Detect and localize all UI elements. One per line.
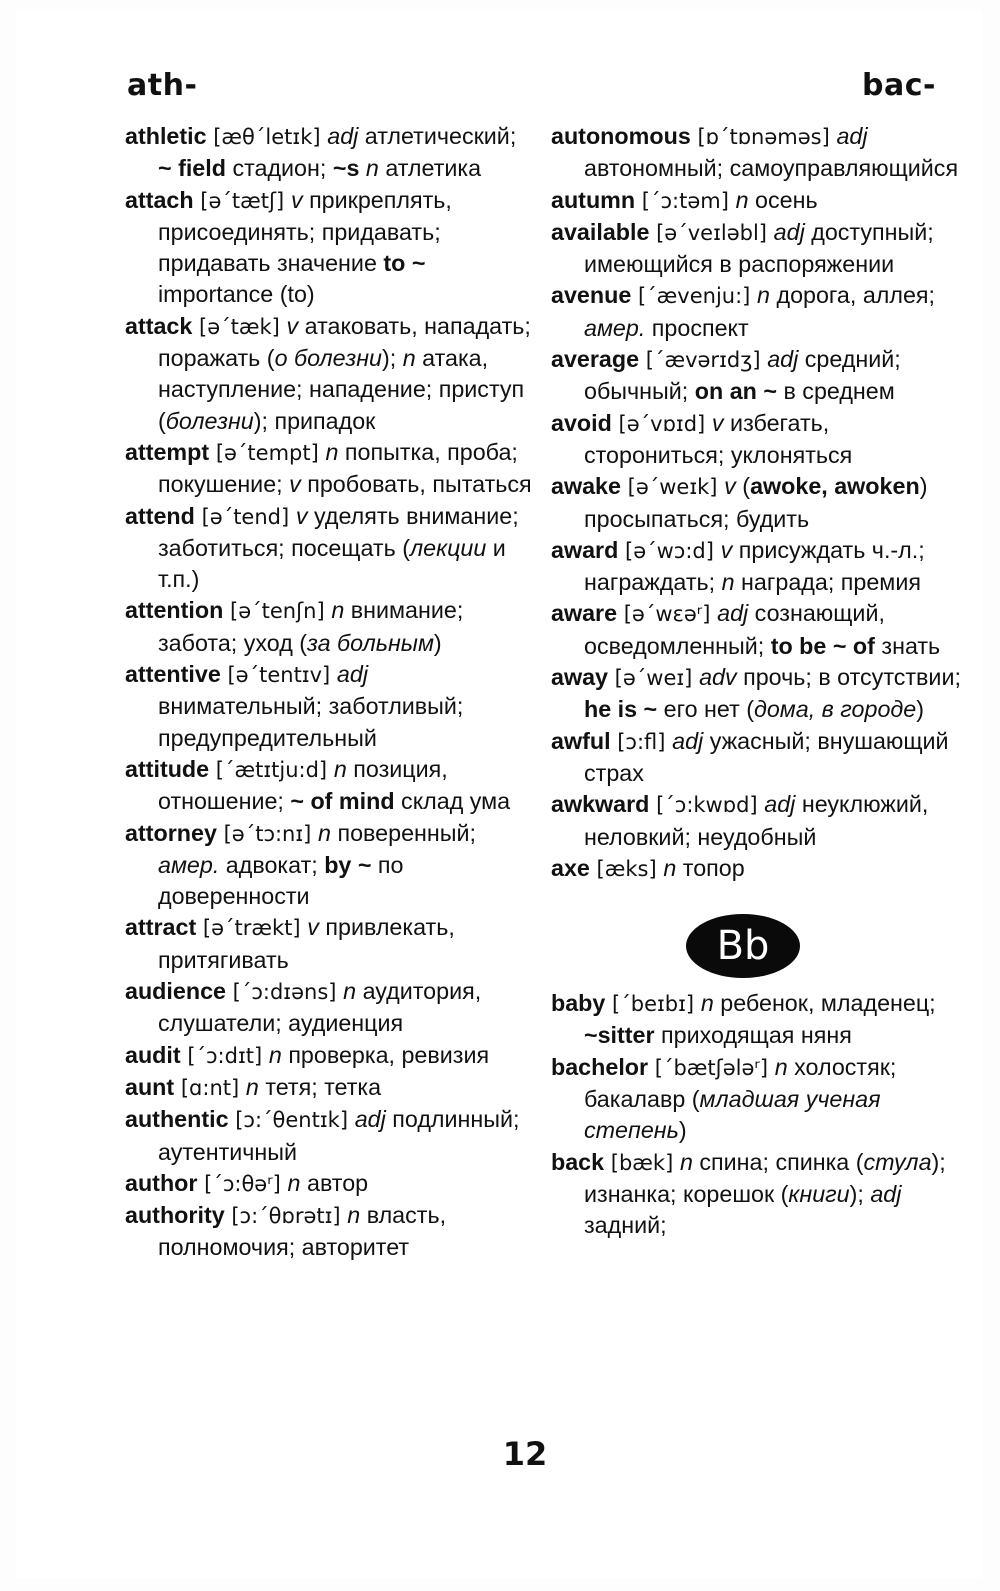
grammar-label: adj	[336, 661, 368, 688]
headword: awful	[551, 727, 611, 754]
definition-text: осень	[748, 186, 818, 213]
transcription: [΄ætɪtju:d]	[209, 757, 334, 782]
headword: available	[551, 218, 650, 245]
transcription: [ə΄tentɪv]	[220, 663, 337, 688]
grammar-label: младшая ученая степень	[584, 1086, 881, 1144]
grammar-label: n	[663, 854, 677, 881]
grammar-label: adj	[354, 1106, 386, 1133]
transcription: [ɔ:΄θɒrətɪ]	[224, 1204, 348, 1229]
dictionary-entry	[551, 853, 961, 885]
phrase: ~ of mind	[290, 788, 395, 815]
definition-text: награда; премия	[734, 569, 921, 596]
definition-text: привлекать, притягивать	[158, 914, 455, 973]
definition-text: в среднем	[776, 378, 895, 405]
definition-text: по доверенности	[158, 851, 404, 910]
grammar-label: v	[307, 914, 319, 941]
grammar-label: стула	[863, 1148, 932, 1175]
transcription: [ɔ:fl]	[610, 729, 673, 754]
headword: attorney	[125, 819, 217, 846]
definition-text: средний; обычный;	[584, 346, 901, 405]
headword: attentive	[125, 661, 221, 688]
grammar-label: adj	[773, 218, 805, 245]
transcription: [΄ɔ:θəʳ]	[197, 1171, 288, 1196]
grammar-label: adj	[764, 791, 796, 818]
headword: bachelor	[551, 1053, 649, 1080]
headword: autumn	[551, 186, 636, 213]
definition-text: стадион;	[225, 155, 333, 182]
grammar-label: болезни	[165, 407, 254, 434]
dictionary-entry	[551, 789, 961, 853]
headword: attend	[125, 502, 195, 529]
grammar-label: adj	[836, 123, 868, 149]
transcription: [ə΄tæk]	[192, 314, 287, 339]
definition-text: адвокат;	[219, 851, 325, 878]
definition-text: прочь; в отсутствии;	[736, 664, 961, 691]
grammar-label: v	[295, 502, 308, 529]
definition-text: избегать, сторониться; уклоняться	[584, 409, 853, 468]
definition-text: автор	[300, 1169, 369, 1196]
definition-text: позиция, отношение;	[158, 755, 448, 815]
grammar-label: adj	[672, 727, 704, 754]
grammar-label: книги	[788, 1180, 850, 1207]
grammar-label: n	[700, 990, 714, 1017]
dictionary-entry	[551, 471, 961, 535]
definition-text: (	[735, 473, 751, 500]
transcription: [΄ɔ:dɪt]	[180, 1043, 269, 1068]
headword: autonomous	[551, 123, 691, 149]
transcription: [΄ɔ:dɪəns]	[226, 980, 344, 1005]
headword: axe	[551, 854, 590, 881]
dictionary-entry	[125, 1104, 535, 1168]
transcription: [΄ævərɪdʒ]	[639, 348, 768, 373]
headword: awake	[551, 473, 621, 500]
dictionary-entry	[125, 501, 535, 596]
grammar-label: v	[290, 186, 303, 213]
transcription: [ə΄vɒɪd]	[611, 411, 712, 436]
definition-text: дорога, аллея;	[770, 282, 936, 309]
definition-text: атлетический;	[358, 123, 517, 149]
headword: attract	[125, 914, 197, 941]
definition-text: внимание; забота; уход (	[158, 597, 464, 656]
dictionary-entry	[125, 976, 535, 1040]
left-guide-word: ath-	[127, 68, 198, 103]
grammar-label: v	[289, 471, 301, 498]
dictionary-entry	[125, 311, 535, 437]
phrase: by ~	[324, 851, 372, 878]
phrase: to be ~ of	[770, 632, 875, 659]
transcription: [bæk]	[604, 1150, 680, 1175]
transcription: [ə΄tætʃ]	[193, 188, 291, 213]
grammar-label: adj	[870, 1180, 902, 1207]
grammar-label: n	[318, 819, 332, 846]
definition-text: ); изнанка; корешок (	[584, 1148, 946, 1207]
definition-text: автономный; самоуправляющийся	[584, 155, 959, 182]
definition-text: задний;	[584, 1212, 667, 1239]
definition-text: атлетика	[378, 155, 482, 182]
transcription: [΄ɔ:təm]	[635, 188, 736, 213]
right-guide-word: bac-	[862, 68, 936, 103]
definition-text: присуждать ч.-л.; награждать;	[584, 536, 925, 596]
definition-text: поверенный;	[331, 819, 477, 846]
transcription: [ə΄wεəʳ]	[617, 602, 718, 627]
headword: aware	[551, 600, 618, 627]
transcription: [ɒ΄tɒnəməs]	[690, 125, 837, 149]
grammar-label: амер.	[158, 851, 220, 878]
phrase: ~sitter	[584, 1022, 655, 1049]
headword: audit	[125, 1041, 181, 1068]
grammar-label: n	[245, 1073, 259, 1100]
dictionary-entry	[125, 1200, 535, 1264]
headword: attach	[125, 186, 194, 213]
transcription: [ə΄tɔ:nɪ]	[216, 821, 319, 846]
definition-text: знать	[874, 632, 941, 659]
grammar-label: adv	[699, 664, 737, 691]
dictionary-entry	[125, 1072, 535, 1104]
headword: attention	[125, 597, 224, 624]
dictionary-entry	[551, 662, 961, 726]
transcription: [ə΄tend]	[194, 504, 296, 529]
headword: award	[551, 536, 619, 563]
dictionary-entry	[125, 912, 535, 976]
phrase: to ~	[383, 250, 426, 277]
phrase: awoke, awoken	[750, 473, 920, 500]
transcription: [΄bætʃələʳ]	[648, 1055, 775, 1080]
definition-text: попытка, проба; покушение;	[158, 438, 518, 498]
transcription: [ə΄tenʃn]	[223, 599, 332, 624]
transcription: [ə΄weɪk]	[620, 475, 725, 500]
definition-text: склад ума	[394, 788, 511, 815]
definition-text: пробовать, пытаться	[300, 471, 532, 498]
dictionary-entry	[551, 408, 961, 472]
definition-text: прикреплять, присоединять; придавать; придавать значение	[158, 186, 452, 277]
headword: baby	[551, 990, 606, 1017]
transcription: [æks]	[589, 856, 664, 881]
definition-text: и т.п.)	[158, 534, 506, 593]
dictionary-entry	[551, 217, 961, 281]
dictionary-entry	[551, 344, 961, 408]
definition-text: );	[849, 1180, 871, 1207]
dictionary-entry	[125, 754, 535, 818]
grammar-label: v	[711, 409, 724, 436]
dictionary-entry	[551, 185, 961, 217]
headword: attempt	[125, 438, 210, 465]
definition-text: атаковать, нападать; поражать (	[158, 312, 531, 372]
transcription: [΄beɪbɪ]	[605, 992, 701, 1017]
definition-text: ); припадок	[253, 407, 376, 434]
definition-text: власть, полномочия; авторитет	[158, 1202, 447, 1261]
dictionary-entry	[551, 1052, 961, 1147]
definition-text: аудитория, слушатели; аудиенция	[158, 978, 482, 1037]
dictionary-entry	[125, 1168, 535, 1200]
definition-text: проспект	[645, 314, 749, 341]
headword: awkward	[551, 791, 650, 818]
phrase: ~ field	[158, 155, 226, 182]
transcription: [ə΄trækt]	[196, 916, 308, 941]
grammar-label: n	[287, 1169, 301, 1196]
grammar-label: n	[402, 345, 416, 372]
phrase: he is ~	[584, 696, 658, 723]
transcription: [ə΄tempt]	[209, 440, 326, 465]
right-column	[551, 121, 961, 1242]
dictionary-entry	[125, 121, 535, 185]
grammar-label: n	[325, 438, 339, 465]
grammar-label: v	[720, 536, 733, 563]
grammar-label: n	[679, 1148, 693, 1175]
definition-text: ребенок, младенец;	[713, 990, 936, 1017]
transcription: [æθ΄letɪk]	[206, 125, 328, 149]
grammar-label: за больным	[307, 629, 434, 656]
dictionary-entry	[551, 726, 961, 790]
grammar-label: adj	[327, 123, 359, 149]
definition-text: холостяк; бакалавр (	[584, 1053, 897, 1113]
headword: away	[551, 664, 608, 691]
grammar-label: adj	[767, 346, 799, 373]
grammar-label: n	[347, 1202, 361, 1229]
grammar-label: n	[268, 1041, 282, 1068]
headword: attack	[125, 312, 193, 339]
headword: avoid	[551, 409, 612, 436]
grammar-label: амер.	[584, 314, 646, 341]
headword: author	[125, 1169, 198, 1196]
headword: aunt	[125, 1073, 175, 1100]
headword: athletic	[125, 123, 207, 149]
headword: attitude	[125, 755, 210, 782]
dictionary-entry	[551, 598, 961, 662]
definition-text: ) просыпаться; будить	[584, 473, 928, 532]
dictionary-entry	[125, 185, 535, 311]
transcription: [ɔ:΄θentɪk]	[228, 1108, 355, 1133]
definition-text: его нет (	[657, 696, 754, 723]
headword: average	[551, 346, 640, 373]
grammar-label: n	[735, 186, 749, 213]
left-column	[125, 121, 535, 1264]
grammar-label: n	[333, 755, 347, 782]
dictionary-entry	[551, 1147, 961, 1242]
transcription: [΄ævenju:]	[631, 284, 758, 309]
grammar-label: о болезни	[274, 345, 382, 372]
definition-text: атака, наступление; нападение; приступ (	[158, 345, 525, 434]
definition-text: уделять внимание; заботиться; посещать (	[158, 502, 519, 561]
grammar-label: n	[365, 155, 379, 182]
definition-text: неуклюжий, неловкий; неудобный	[584, 791, 929, 850]
definition-text: приходящая няня	[654, 1022, 852, 1049]
definition-text: )	[678, 1117, 687, 1144]
phrase: ~s	[332, 155, 360, 182]
definition-text: );	[381, 345, 403, 372]
definition-text: ужасный; внушающий страх	[584, 727, 949, 786]
transcription: [ə΄weɪ]	[608, 666, 700, 691]
dictionary-entry	[551, 280, 961, 344]
phrase: on an ~	[694, 378, 777, 405]
grammar-label: дома, в городе	[753, 696, 917, 723]
definition-text: доступный; имеющийся в распоряжении	[584, 218, 934, 278]
page-number: 12	[502, 1435, 548, 1473]
grammar-label: n	[343, 978, 357, 1005]
definition-text: спина; спинка (	[692, 1148, 864, 1175]
headword: back	[551, 1148, 605, 1175]
transcription: [ə΄veɪləbl]	[649, 220, 774, 245]
grammar-label: n	[774, 1053, 788, 1080]
definition-text: топор	[676, 854, 745, 881]
definition-text: )	[916, 696, 925, 723]
dictionary-entry	[125, 818, 535, 913]
dictionary-entry	[551, 535, 961, 599]
dictionary-entry	[125, 659, 535, 754]
grammar-label: n	[331, 597, 345, 624]
transcription: [ə΄wɔ:d]	[618, 538, 721, 563]
dictionary-entry	[125, 437, 535, 501]
grammar-label: n	[721, 569, 735, 596]
transcription: [ɑ:nt]	[174, 1075, 246, 1100]
headword: authority	[125, 1202, 225, 1229]
grammar-label: v	[724, 473, 736, 500]
definition-text: внимательный; заботливый; предупредительный	[158, 693, 464, 751]
definition-text: importance (to)	[158, 281, 315, 308]
definition-text: подлинный; аутентичный	[158, 1106, 520, 1165]
headword: authentic	[125, 1106, 229, 1133]
section-letter-badge: Bb	[686, 914, 800, 978]
definition-text: проверка, ревизия	[281, 1041, 490, 1068]
definition-text: сознающий, осведомленный;	[584, 600, 885, 659]
dictionary-entry	[551, 988, 961, 1052]
transcription: [΄ɔ:kwɒd]	[649, 793, 765, 818]
dictionary-entry	[551, 121, 961, 185]
definition-text: )	[433, 629, 442, 656]
grammar-label: лекции	[409, 534, 487, 561]
definition-text: тетя; тетка	[258, 1073, 382, 1100]
grammar-label: v	[286, 312, 299, 339]
grammar-label: adj	[717, 600, 749, 627]
headword: avenue	[551, 282, 632, 309]
grammar-label: n	[757, 282, 770, 309]
headword: audience	[125, 978, 226, 1005]
dictionary-entry	[125, 595, 535, 659]
dictionary-entry	[125, 1040, 535, 1072]
